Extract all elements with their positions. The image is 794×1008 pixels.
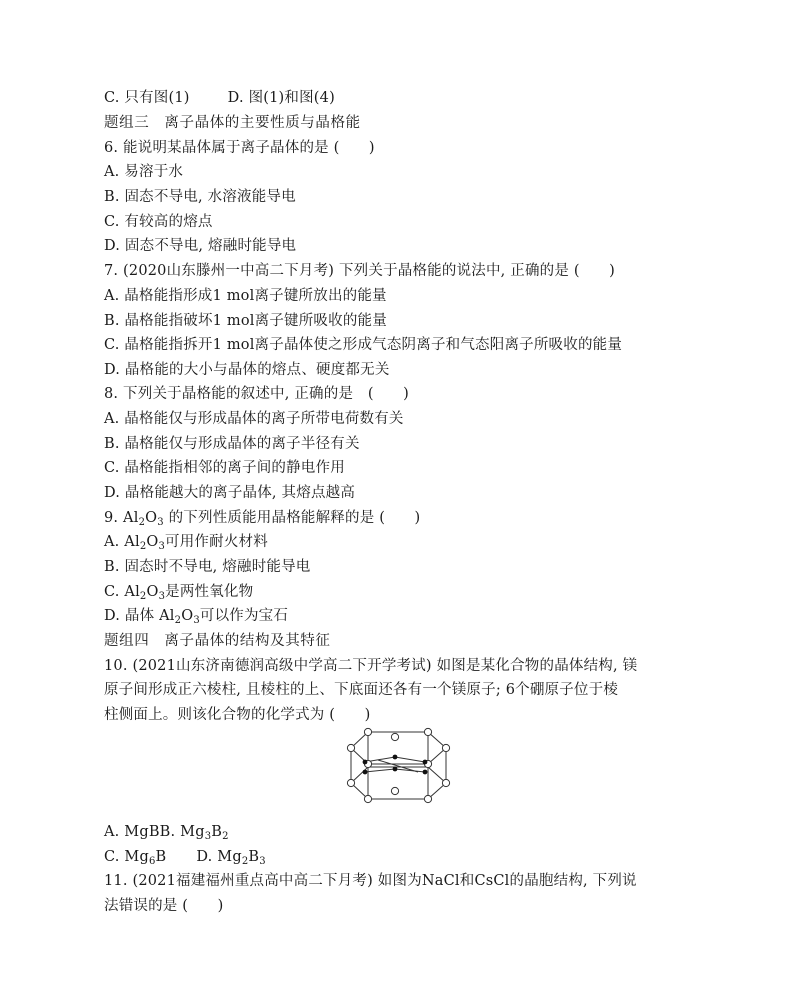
q6-option-d: D. 固态不导电, 熔融时能导电 <box>104 238 297 254</box>
q6-option-a: A. 易溶于水 <box>104 164 184 180</box>
q7-option-b: B. 晶格能指破坏1 mol离子键所吸收的能量 <box>104 313 387 329</box>
q8-option-d: D. 晶格能越大的离子晶体, 其熔点越高 <box>104 485 356 501</box>
q10-options-cd: C. $Mg_6B$ D. $Mg_2B_3$ <box>104 849 266 867</box>
question-9: 9. $Al_2O_3$ 的下列性质能用晶格能解释的是 ( ) <box>104 510 421 528</box>
section-heading-3: 题组三 离子晶体的主要性质与晶格能 <box>104 115 361 131</box>
magnesium-atoms <box>347 728 449 802</box>
question-10-line-1: 10. (2021山东济南德润高级中学高二下开学考试) 如图是某化合物的晶体结构, 镁 <box>104 658 638 674</box>
option-d: D. 图(1)和图(4) <box>227 90 335 106</box>
q8-option-b: B. 晶格能仅与形成晶体的离子半径有关 <box>104 436 360 452</box>
question-10-line-3: 柱侧面上。则该化合物的化学式为 ( ) <box>104 707 371 723</box>
q9-option-a: A. $Al_2O_3$可用作耐火材料 <box>104 534 268 552</box>
question-6: 6. 能说明某晶体属于离子晶体的是 ( ) <box>104 140 375 156</box>
q8-option-a: A. 晶格能仅与形成晶体的离子所带电荷数有关 <box>104 411 404 427</box>
question-8: 8. 下列关于晶格能的叙述中, 正确的是 ( ) <box>104 386 409 402</box>
question-11-line-1: 11. (2021福建福州重点高中高二下月考) 如图为NaCl和CsCl的晶胞结构, 下列说 <box>104 873 637 889</box>
q7-option-d: D. 晶格能的大小与晶体的熔点、硬度都无关 <box>104 362 390 378</box>
option-c: C. 只有图(1) <box>104 90 190 106</box>
question-11-line-2: 法错误的是 ( ) <box>104 898 224 914</box>
q8-option-c: C. 晶格能指相邻的离子间的静电作用 <box>104 460 345 476</box>
option-line <box>104 88 335 108</box>
q7-option-a: A. 晶格能指形成1 mol离子键所放出的能量 <box>104 288 387 304</box>
section-heading-4: 题组四 离子晶体的结构及其特征 <box>104 633 331 649</box>
crystal-structure-figure <box>343 723 451 805</box>
q6-option-c: C. 有较高的熔点 <box>104 214 213 230</box>
q9-option-d: D. 晶体 $Al_2O_3$可以作为宝石 <box>104 608 289 626</box>
q10-options-ab: A. MgBB. $Mg_3B_2$ <box>104 824 229 842</box>
q6-option-b: B. 固态不导电, 水溶液能导电 <box>104 189 296 205</box>
question-10-line-2: 原子间形成正六棱柱, 且棱柱的上、下底面还各有一个镁原子; 6个硼原子位于棱 <box>104 682 619 698</box>
question-7: 7. (2020山东滕州一中高二下月考) 下列关于晶格能的说法中, 正确的是 ( ) <box>104 263 616 279</box>
q9-option-b: B. 固态时不导电, 熔融时能导电 <box>104 559 311 575</box>
q9-option-c: C. $Al_2O_3$是两性氧化物 <box>104 584 254 602</box>
q7-option-c: C. 晶格能指拆开1 mol离子晶体使之形成气态阴离子和气态阳离子所吸收的能量 <box>104 337 623 353</box>
